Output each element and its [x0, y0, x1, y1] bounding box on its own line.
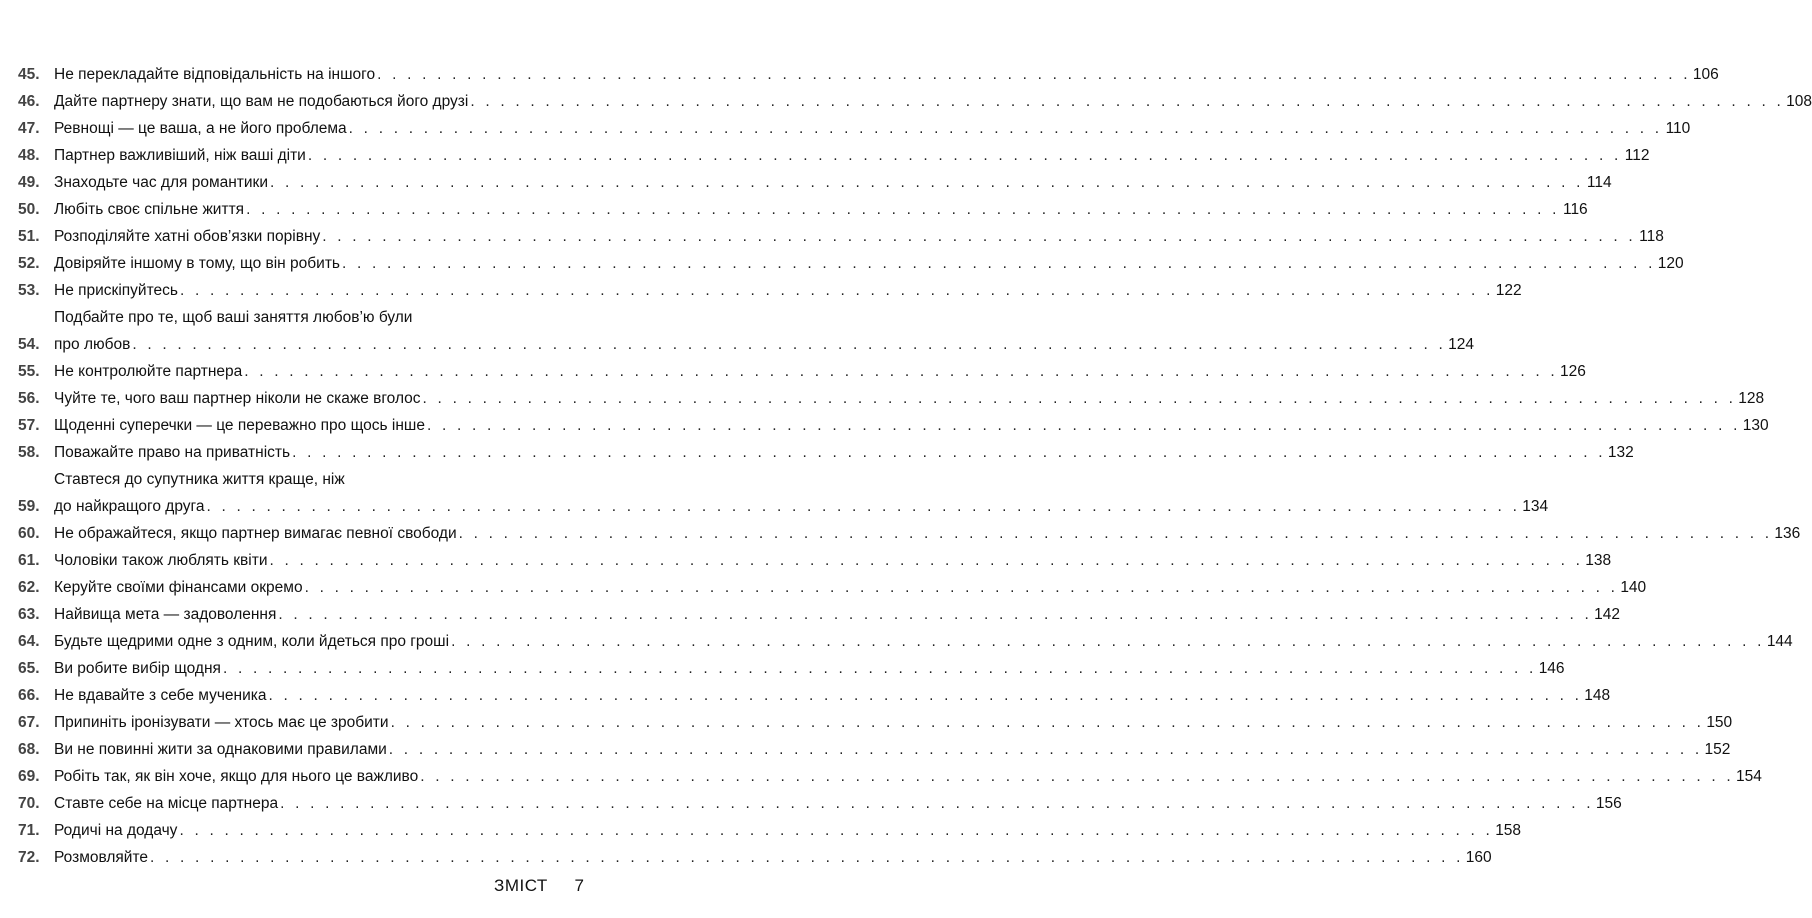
entry-title: Знаходьте час для романтики	[54, 174, 268, 191]
toc-entry	[18, 382, 1765, 409]
entry-title: Любіть своє спільне життя	[54, 201, 245, 218]
dot-leader	[269, 686, 1583, 706]
dot-leader	[280, 794, 1594, 814]
dot-leader	[270, 173, 1584, 193]
entry-page-number: 130	[1742, 417, 1769, 434]
entry-title: Дайте партнеру знати, що вам не подобаються його друзі	[54, 93, 469, 110]
toc-entry	[18, 787, 1622, 814]
entry-number: 67.	[18, 714, 40, 731]
toc-entry	[18, 409, 1769, 436]
dot-leader	[423, 389, 1737, 409]
entry-number: 47.	[18, 120, 40, 137]
toc-entry	[18, 733, 1731, 760]
entry-page-number: 136	[1774, 525, 1801, 542]
entry-title: Родичі на додачу	[54, 822, 178, 839]
dot-leader	[150, 848, 1464, 868]
entry-page-number: 106	[1692, 66, 1719, 83]
toc-entry	[18, 274, 1522, 301]
entry-page-number: 114	[1586, 174, 1612, 191]
entry-title: Не ображайтеся, якщо партнер вимагає певної свободи	[54, 525, 457, 542]
toc-entry	[18, 706, 1733, 733]
entry-number: 45.	[18, 66, 40, 83]
entry-page-number: 132	[1607, 444, 1634, 461]
entry-title: Розподіляйте хатні обов’язки порівну	[54, 228, 321, 245]
dot-leader	[420, 767, 1734, 787]
entry-page-number: 152	[1704, 741, 1731, 758]
entry-page-number: 118	[1639, 228, 1664, 245]
toc-entry	[18, 301, 1474, 355]
entry-page-number: 148	[1584, 687, 1611, 704]
toc-entry	[18, 166, 1612, 193]
entry-page-number: 116	[1562, 201, 1588, 218]
entry-number: 51.	[18, 228, 40, 245]
entry-title: про любов	[54, 336, 131, 353]
entry-title: Не контролюйте партнера	[54, 363, 243, 380]
entry-page-number: 110	[1665, 120, 1691, 137]
entry-number: 69.	[18, 768, 40, 785]
toc-entry	[18, 679, 1611, 706]
entry-page-number: 154	[1736, 768, 1762, 785]
entry-page-number: 156	[1595, 795, 1622, 812]
dot-leader	[246, 200, 1560, 220]
entry-title: Не прискіпуйтесь	[54, 282, 178, 299]
dot-leader	[269, 551, 1583, 571]
toc-entry	[18, 436, 1634, 463]
entry-number: 66.	[18, 687, 40, 704]
toc-entry	[18, 598, 1620, 625]
entry-title: Поважайте право на приватність	[54, 444, 291, 461]
entry-number: 71.	[18, 822, 40, 839]
entry-page-number: 146	[1538, 660, 1565, 677]
entry-page-number: 144	[1766, 633, 1793, 650]
dot-leader	[180, 281, 1494, 301]
toc-entry	[18, 760, 1762, 787]
toc-entry	[18, 139, 1650, 166]
dot-leader	[206, 497, 1520, 517]
entry-number: 57.	[18, 417, 40, 434]
section-title: ЗМІСТ	[494, 876, 548, 895]
entry-number: 72.	[18, 849, 40, 866]
entry-title: Ревнощі — це ваша, а не його проблема	[54, 120, 347, 137]
entry-number: 48.	[18, 147, 40, 164]
entry-number: 65.	[18, 660, 40, 677]
entry-title: Будьте щедрими одне з одним, коли йдеться про гроші	[54, 633, 450, 650]
entry-page-number: 150	[1706, 714, 1733, 731]
entry-title: Ви не повинні жити за однаковими правилами	[54, 741, 387, 758]
dot-leader	[305, 578, 1619, 598]
entry-page-number: 124	[1448, 336, 1474, 353]
entry-title: Не перекладайте відповідальність на іншого	[54, 66, 376, 83]
table-of-contents	[18, 58, 1812, 868]
entry-number: 59.	[18, 498, 40, 515]
entry-number: 61.	[18, 552, 40, 569]
entry-page-number: 126	[1560, 363, 1586, 380]
toc-entry	[18, 58, 1719, 85]
entry-title: Ви робите вибір щодня	[54, 660, 221, 677]
toc-entry	[18, 220, 1664, 247]
entry-page-number: 140	[1620, 579, 1647, 596]
dot-leader	[278, 605, 1592, 625]
entry-number: 70.	[18, 795, 40, 812]
entry-number: 52.	[18, 255, 40, 272]
entry-number: 54.	[18, 336, 40, 353]
entry-page-number: 138	[1585, 552, 1612, 569]
entry-number: 58.	[18, 444, 40, 461]
toc-entry	[18, 355, 1586, 382]
entry-page-number: 134	[1522, 498, 1549, 515]
dot-leader	[308, 146, 1622, 166]
dot-leader	[244, 362, 1558, 382]
toc-entry	[18, 625, 1793, 652]
entry-number: 53.	[18, 282, 40, 299]
dot-leader	[322, 227, 1636, 247]
entry-page-number: 142	[1594, 606, 1620, 623]
entry-title: до найкращого друга	[54, 498, 205, 515]
dot-leader	[427, 416, 1741, 436]
entry-title: Не вдавайте з себе мученика	[54, 687, 267, 704]
entry-number: 56.	[18, 390, 40, 407]
page-number: 7	[574, 876, 584, 895]
toc-entry	[18, 517, 1801, 544]
dot-leader	[292, 443, 1606, 463]
entry-number: 50.	[18, 201, 40, 218]
toc-entry	[18, 652, 1565, 679]
entry-number: 64.	[18, 633, 40, 650]
entry-title: Щоденні суперечки — це переважно про щось інше	[54, 417, 425, 434]
entry-title: Керуйте своїми фінансами окремо	[54, 579, 303, 596]
toc-entry	[18, 841, 1492, 868]
entry-page-number: 128	[1738, 390, 1765, 407]
entry-number: 63.	[18, 606, 40, 623]
dot-leader	[391, 713, 1705, 733]
toc-entry	[18, 193, 1588, 220]
entry-title: Довіряйте іншому в тому, що він робить	[54, 255, 340, 272]
toc-entry	[18, 112, 1691, 139]
toc-entry	[18, 247, 1684, 274]
entry-number: 62.	[18, 579, 40, 596]
dot-leader	[179, 821, 1493, 841]
toc-entry	[18, 571, 1647, 598]
entry-number: 68.	[18, 741, 40, 758]
entry-page-number: 122	[1495, 282, 1522, 299]
dot-leader	[223, 659, 1537, 679]
toc-entry	[18, 814, 1522, 841]
entry-number: 46.	[18, 93, 40, 110]
entry-title: Чоловіки також люблять квіти	[54, 552, 268, 569]
entry-title: Найвища мета — задоволення	[54, 606, 277, 623]
entry-number: 55.	[18, 363, 40, 380]
entry-page-number: 108	[1786, 93, 1812, 110]
toc-entry	[18, 85, 1812, 112]
dot-leader	[132, 335, 1446, 355]
dot-leader	[389, 740, 1703, 760]
dot-leader	[459, 524, 1773, 544]
entry-title: Розмовляйте	[54, 849, 149, 866]
entry-title-line: Ставтеся до супутника життя краще, ніж	[54, 471, 345, 488]
dot-leader	[451, 632, 1765, 652]
entry-title: Ставте себе на місце партнера	[54, 795, 279, 812]
dot-leader	[470, 92, 1784, 112]
page-footer	[494, 876, 584, 896]
entry-title: Чуйте те, чого ваш партнер ніколи не скаже вголос	[54, 390, 421, 407]
dot-leader	[377, 65, 1691, 85]
entry-number: 60.	[18, 525, 40, 542]
entry-page-number: 112	[1624, 147, 1650, 164]
dot-leader	[349, 119, 1663, 139]
entry-title: Робіть так, як він хоче, якщо для нього це важливо	[54, 768, 419, 785]
entry-page-number: 120	[1657, 255, 1684, 272]
toc-entry	[18, 463, 1549, 517]
entry-number: 49.	[18, 174, 40, 191]
entry-page-number: 158	[1495, 822, 1522, 839]
toc-entry	[18, 544, 1612, 571]
entry-title-line: Подбайте про те, щоб ваші заняття любов’ю були	[54, 309, 413, 326]
entry-title: Партнер важливіший, ніж ваші діти	[54, 147, 306, 164]
entry-title: Припиніть іронізувати — хтось має це зробити	[54, 714, 389, 731]
entry-page-number: 160	[1465, 849, 1492, 866]
dot-leader	[342, 254, 1656, 274]
